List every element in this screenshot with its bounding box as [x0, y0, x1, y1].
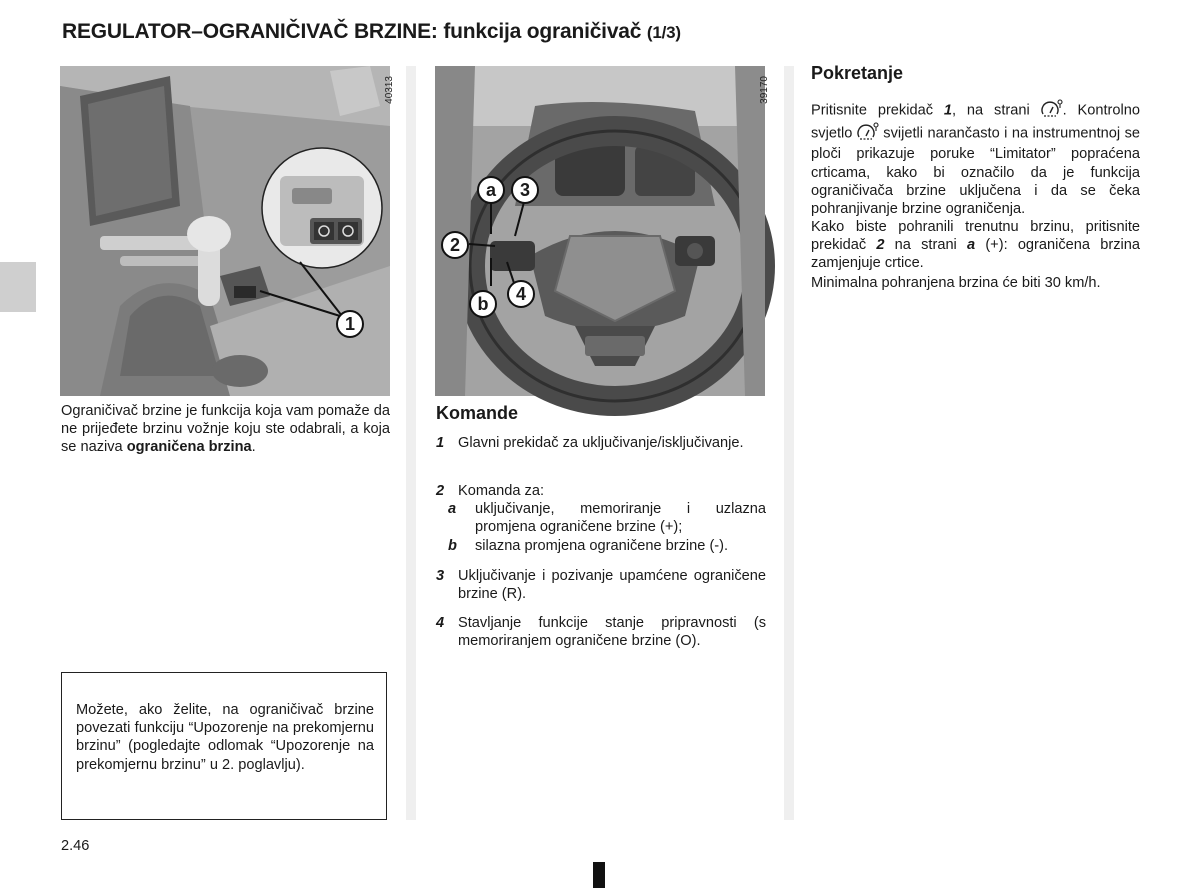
callout-1 — [336, 310, 364, 338]
startup-text: , na strani — [952, 102, 1041, 119]
startup-paragraph-2 — [811, 218, 1140, 273]
page-title — [62, 20, 681, 44]
callout-2-label: 2 — [449, 235, 460, 255]
callout-a-label: a — [485, 180, 496, 200]
column-divider-left — [406, 66, 416, 820]
startup-text: Kako biste pohranili trenutnu brzinu, pritisnite prekidač — [811, 219, 1140, 254]
command-text: Komanda za: — [458, 483, 544, 499]
sub-letter: a — [448, 501, 457, 518]
startup-switch-number: 1 — [943, 102, 952, 119]
command-item-2 — [436, 482, 766, 555]
command-text: Uključivanje i pozivanje upamćene ograničene brzine (R). — [458, 568, 766, 603]
callout-3-label: 3 — [519, 180, 530, 200]
intro-text: Ograničivač brzine je funkcija koja vam pomaže da ne prijeđete brzinu vožnje koju ste odabrali, a koja se naziva — [61, 403, 390, 456]
speed-limiter-icon — [857, 122, 879, 145]
note-text: Možete, ako želite, na ograničivač brzine povezati funkciju “Upozorenje na prekomjernu brzinu” (pogledajte odlomak “Upozorenje na prekomjernu brzinu” u 2. poglavlju). — [76, 702, 374, 773]
chapter-tab — [0, 262, 36, 312]
column-divider-right — [784, 66, 794, 820]
command-sub-a — [448, 500, 766, 536]
callout-1-label: 1 — [344, 314, 355, 334]
startup-switch-number: 2 — [876, 237, 885, 254]
page-marker — [593, 862, 605, 888]
callout-2 — [441, 231, 469, 259]
intro-end: . — [251, 439, 256, 456]
startup-text: (+): ograničena brzina zamjenjuje crtice. — [811, 237, 1140, 272]
startup-paragraph-3: Minimalna pohranjena brzina će biti 30 km/h. — [811, 275, 1101, 291]
sub-letter: b — [448, 537, 457, 554]
page-number: 2.46 — [61, 838, 90, 854]
page-title-main: REGULATOR–OGRANIČIVAČ BRZINE: funkcija ograničivač — [62, 20, 642, 43]
commands-heading: Komande — [436, 403, 519, 423]
sub-text: uključivanje, memoriranje i uzlazna promjena ograničene brzine (+); — [475, 501, 766, 536]
sub-text: silazna promjena ograničene brzine (-). — [475, 537, 729, 554]
command-text: Glavni prekidač za uključivanje/isključivanje. — [458, 435, 744, 451]
intro-paragraph — [61, 402, 390, 457]
figure-ref-code: 39170 — [759, 76, 770, 104]
command-sub-b — [448, 537, 766, 555]
callout-4-label: 4 — [515, 284, 526, 304]
startup-side-letter: a — [967, 237, 976, 254]
speed-limiter-icon — [1041, 99, 1063, 122]
callout-4 — [507, 280, 535, 308]
command-item-1 — [436, 434, 766, 452]
callout-3 — [511, 176, 539, 204]
command-text: Stavljanje funkcije stanje pripravnosti (s memoriranjem ograničene brzine (O). — [458, 615, 766, 650]
steering-wheel-illustration — [435, 66, 765, 396]
figure-ref-code: 40313 — [384, 76, 395, 104]
note-box — [61, 672, 387, 820]
center-console-illustration — [60, 66, 390, 396]
command-item-4 — [436, 614, 766, 650]
startup-text: Pritisnite prekidač — [811, 102, 944, 119]
figure-steering-wheel — [435, 66, 770, 396]
command-number: 3 — [436, 568, 445, 584]
startup-text: svijetli narančasto i na instrumentnoj se ploči prikazuje poruke “Limitator” popraćena crticama, kako bi označilo da je funkcija ograničivača brzine uključena i da se čeka pohranjivanje brzine ograničenja. — [811, 125, 1140, 218]
startup-heading: Pokretanje — [811, 63, 904, 83]
page-title-suffix: (1/3) — [646, 23, 681, 42]
callout-b-label: b — [477, 294, 489, 314]
figure-center-console — [60, 66, 395, 396]
callout-a — [477, 176, 505, 204]
command-item-3 — [436, 567, 766, 603]
startup-text: . Kontrolno svjetlo — [811, 102, 1140, 142]
intro-bold: ograničena brzina — [126, 439, 252, 456]
command-number: 2 — [436, 483, 445, 499]
startup-paragraph-1 — [811, 99, 1140, 218]
command-number: 1 — [436, 435, 445, 451]
startup-text: na strani — [884, 237, 967, 254]
callout-b — [469, 290, 497, 318]
command-number: 4 — [436, 615, 445, 631]
